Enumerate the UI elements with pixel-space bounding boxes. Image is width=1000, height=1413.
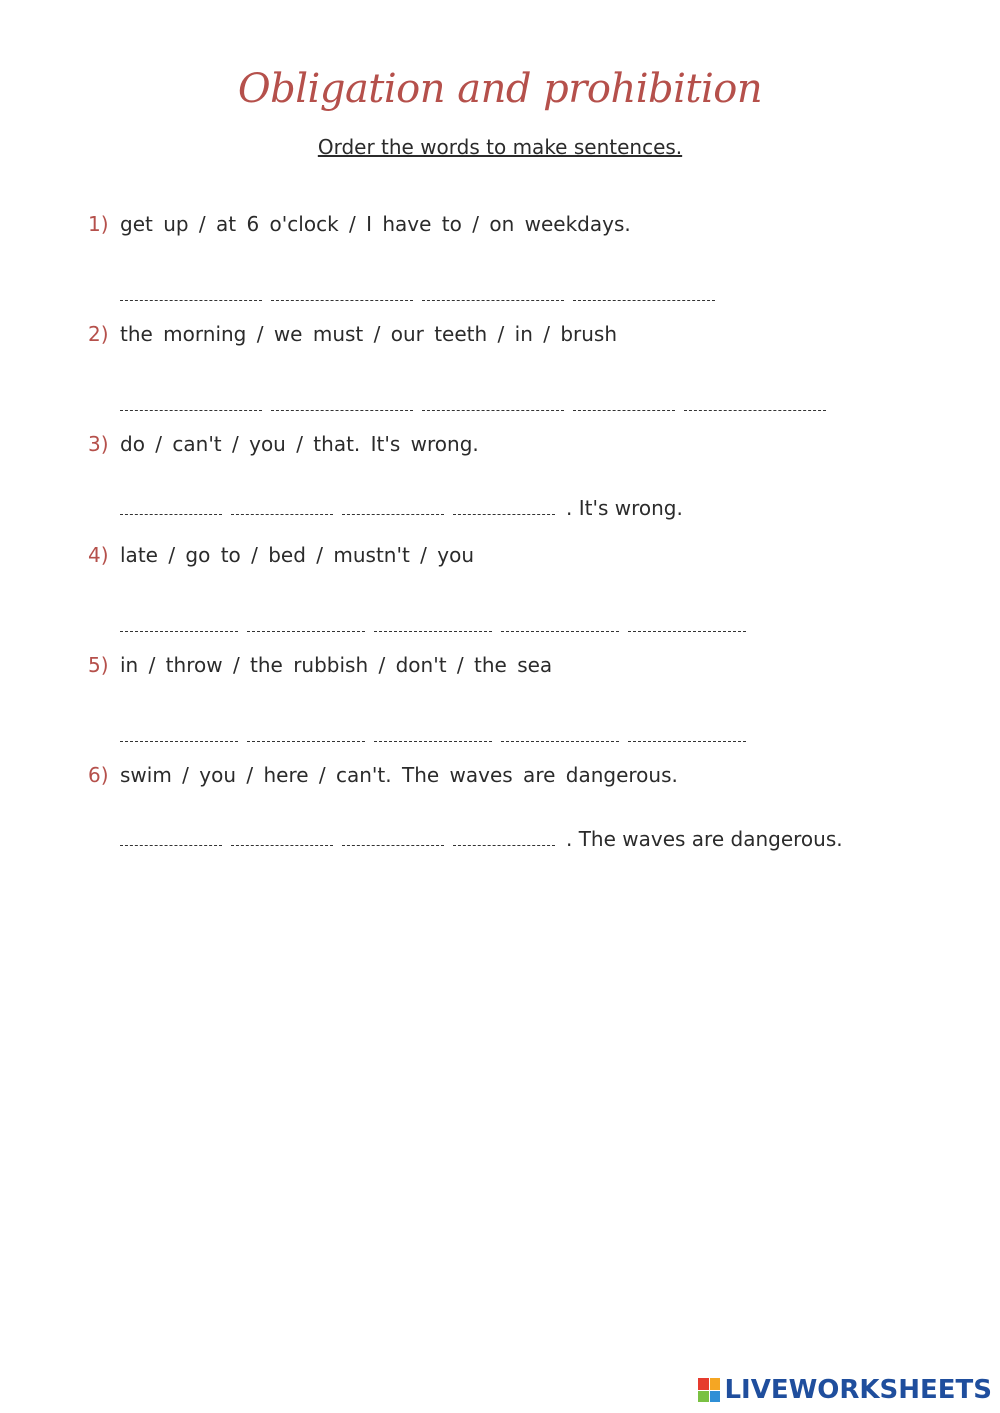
answer-blank[interactable] (573, 300, 715, 301)
question-number: 2) (88, 322, 109, 346)
answer-blank[interactable] (422, 300, 564, 301)
answer-suffix: . It's wrong. (566, 496, 683, 520)
answer-line-1 (120, 282, 724, 306)
answer-blank[interactable] (453, 514, 555, 515)
answer-blank[interactable] (374, 741, 492, 742)
answer-blank[interactable] (231, 514, 333, 515)
instruction-text: Order the words to make sentences. (317, 135, 683, 159)
answer-blank[interactable] (120, 300, 262, 301)
logo-text: LIVEWORKSHEETS (724, 1375, 992, 1405)
question-words: late / go to / bed / mustn't / you (120, 543, 475, 567)
question-words: do / can't / you / that. It's wrong. (120, 432, 479, 456)
answer-blank[interactable] (374, 631, 492, 632)
answer-blank[interactable] (231, 845, 333, 846)
liveworksheets-logo[interactable] (698, 1375, 992, 1405)
question-words: the morning / we must / our teeth / in / brush (120, 322, 618, 346)
question-number: 5) (88, 653, 109, 677)
question-1 (88, 212, 631, 236)
liveworksheets-logo-icon (698, 1378, 720, 1402)
answer-blank[interactable] (684, 410, 826, 411)
answer-blank[interactable] (120, 410, 262, 411)
answer-blank[interactable] (247, 631, 365, 632)
answer-blank[interactable] (422, 410, 564, 411)
question-2 (88, 322, 617, 346)
answer-blank[interactable] (247, 741, 365, 742)
answer-blank[interactable] (501, 741, 619, 742)
answer-blank[interactable] (342, 514, 444, 515)
question-number: 4) (88, 543, 109, 567)
answer-blank[interactable] (628, 741, 746, 742)
question-words: swim / you / here / can't. The waves are dangerous. (120, 763, 678, 787)
answer-blank[interactable] (628, 631, 746, 632)
answer-blank[interactable] (573, 410, 675, 411)
question-words: get up / at 6 o'clock / I have to / on weekdays. (120, 212, 631, 236)
answer-blank[interactable] (120, 514, 222, 515)
answer-blank[interactable] (271, 410, 413, 411)
answer-blank[interactable] (271, 300, 413, 301)
answer-blank[interactable] (501, 631, 619, 632)
answer-suffix: . The waves are dangerous. (566, 827, 843, 851)
question-4 (88, 543, 474, 567)
answer-line-2 (120, 392, 835, 416)
answer-blank[interactable] (453, 845, 555, 846)
answer-line-6 (120, 827, 843, 851)
answer-blank[interactable] (120, 741, 238, 742)
answer-blank[interactable] (342, 845, 444, 846)
question-number: 6) (88, 763, 109, 787)
answer-line-3 (120, 496, 683, 520)
question-5 (88, 653, 552, 677)
answer-blank[interactable] (120, 845, 222, 846)
answer-line-4 (120, 613, 755, 637)
question-6 (88, 763, 678, 787)
answer-blank[interactable] (120, 631, 238, 632)
question-number: 3) (88, 432, 109, 456)
question-3 (88, 432, 479, 456)
answer-line-5 (120, 723, 755, 747)
question-number: 1) (88, 212, 109, 236)
question-words: in / throw / the rubbish / don't / the sea (120, 653, 553, 677)
worksheet-title: Obligation and prohibition (237, 66, 763, 112)
